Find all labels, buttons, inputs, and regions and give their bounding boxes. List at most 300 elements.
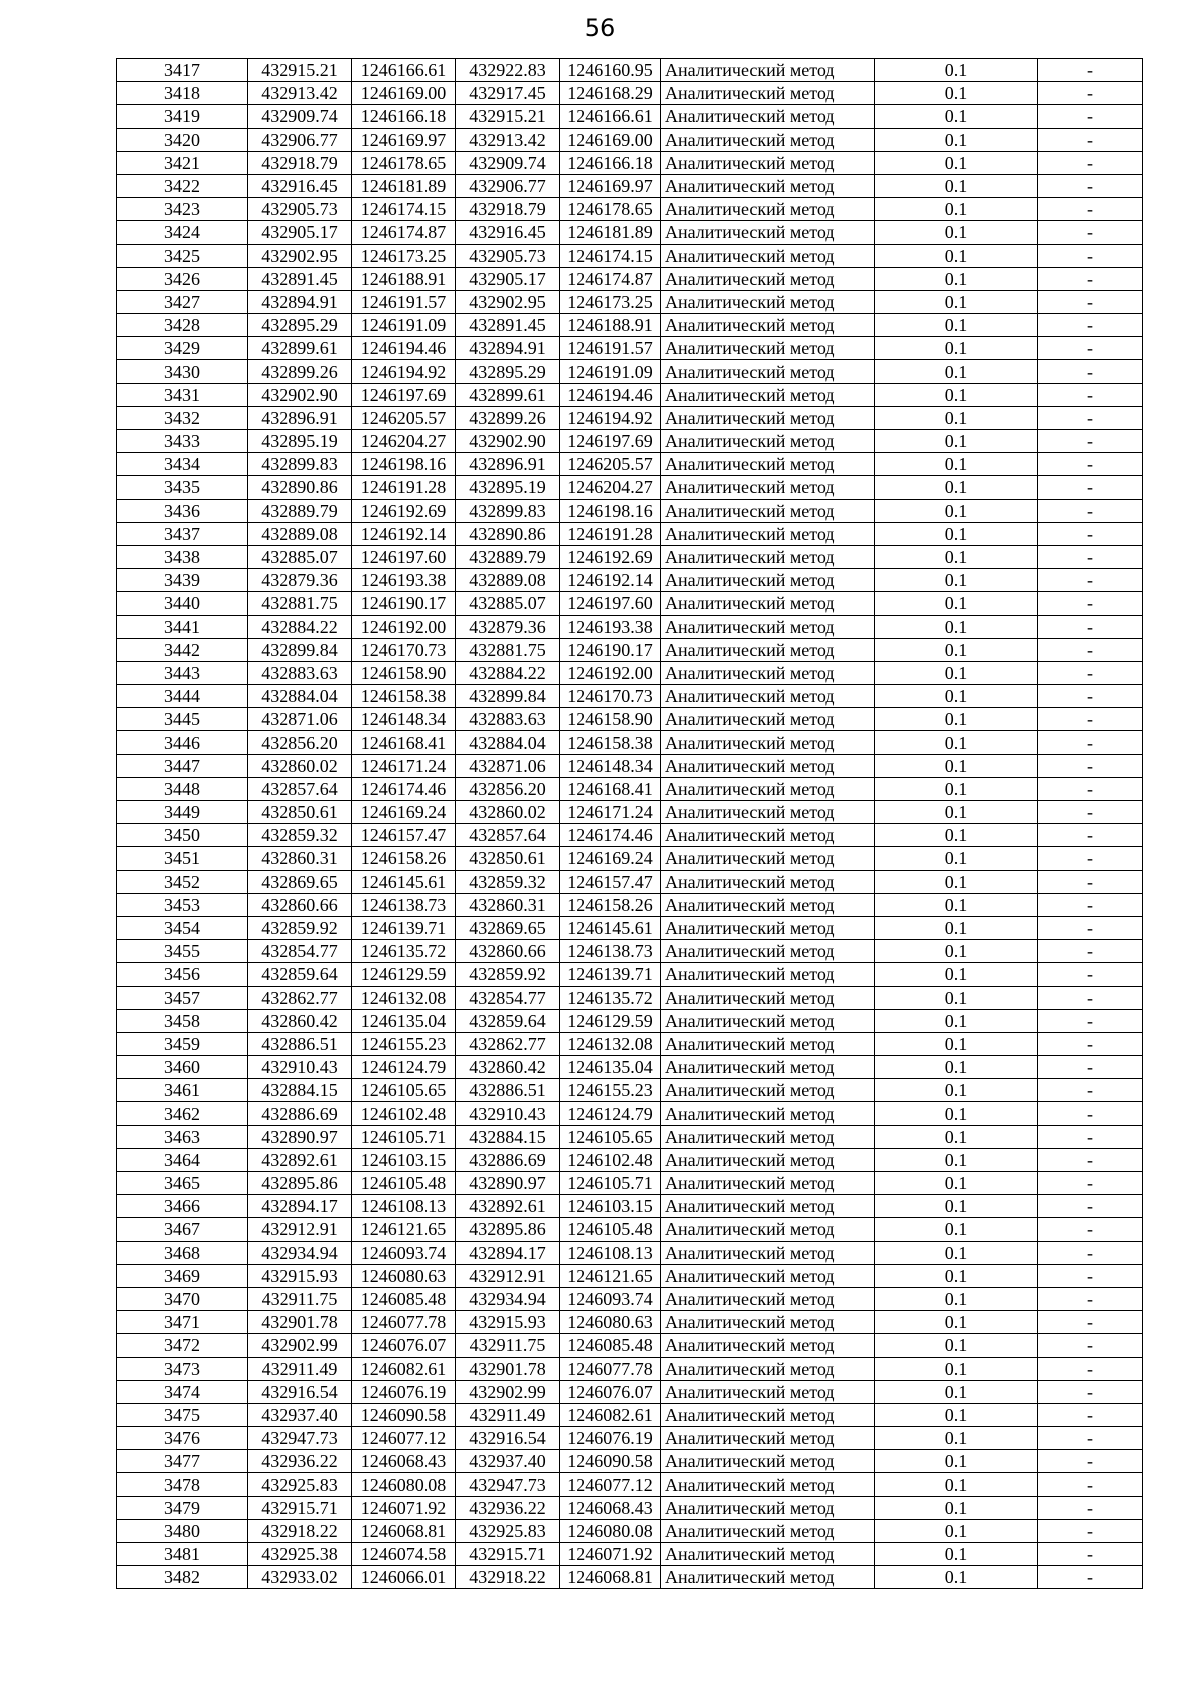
point-number-cell: 3423 [117,198,248,221]
prev-x-coordinate-cell: 432884.22 [456,661,560,684]
note-cell: - [1038,337,1143,360]
prev-y-coordinate-cell: 1246068.43 [560,1496,661,1519]
accuracy-cell: 0.1 [875,453,1038,476]
point-number-cell: 3431 [117,383,248,406]
point-number-cell: 3478 [117,1473,248,1496]
prev-y-coordinate-cell: 1246093.74 [560,1287,661,1310]
y-coordinate-cell: 1246197.60 [352,545,456,568]
prev-y-coordinate-cell: 1246108.13 [560,1241,661,1264]
table-row [117,290,1143,313]
table-row [117,1311,1143,1334]
x-coordinate-cell: 432889.08 [248,522,352,545]
prev-x-coordinate-cell: 432901.78 [456,1357,560,1380]
note-cell: - [1038,847,1143,870]
accuracy-cell: 0.1 [875,1125,1038,1148]
note-cell: - [1038,569,1143,592]
point-number-cell: 3470 [117,1287,248,1310]
table-row [117,337,1143,360]
y-coordinate-cell: 1246135.04 [352,1009,456,1032]
accuracy-cell: 0.1 [875,986,1038,1009]
table-row [117,1566,1143,1589]
prev-y-coordinate-cell: 1246160.95 [560,59,661,82]
point-number-cell: 3441 [117,615,248,638]
y-coordinate-cell: 1246173.25 [352,244,456,267]
accuracy-cell: 0.1 [875,824,1038,847]
prev-y-coordinate-cell: 1246145.61 [560,916,661,939]
y-coordinate-cell: 1246085.48 [352,1287,456,1310]
accuracy-cell: 0.1 [875,406,1038,429]
method-cell: Аналитический метод [661,1519,875,1542]
point-number-cell: 3446 [117,731,248,754]
point-number-cell: 3479 [117,1496,248,1519]
prev-y-coordinate-cell: 1246148.34 [560,754,661,777]
prev-x-coordinate-cell: 432859.64 [456,1009,560,1032]
accuracy-cell: 0.1 [875,638,1038,661]
method-cell: Аналитический метод [661,406,875,429]
point-number-cell: 3419 [117,105,248,128]
prev-x-coordinate-cell: 432906.77 [456,174,560,197]
prev-x-coordinate-cell: 432860.66 [456,940,560,963]
x-coordinate-cell: 432860.66 [248,893,352,916]
x-coordinate-cell: 432856.20 [248,731,352,754]
note-cell: - [1038,174,1143,197]
prev-x-coordinate-cell: 432860.02 [456,801,560,824]
x-coordinate-cell: 432899.83 [248,453,352,476]
y-coordinate-cell: 1246108.13 [352,1195,456,1218]
y-coordinate-cell: 1246166.61 [352,59,456,82]
y-coordinate-cell: 1246138.73 [352,893,456,916]
prev-x-coordinate-cell: 432884.04 [456,731,560,754]
y-coordinate-cell: 1246194.46 [352,337,456,360]
note-cell: - [1038,638,1143,661]
y-coordinate-cell: 1246076.07 [352,1334,456,1357]
note-cell: - [1038,1566,1143,1589]
x-coordinate-cell: 432879.36 [248,569,352,592]
table-row [117,476,1143,499]
prev-y-coordinate-cell: 1246174.87 [560,267,661,290]
accuracy-cell: 0.1 [875,1566,1038,1589]
y-coordinate-cell: 1246066.01 [352,1566,456,1589]
prev-y-coordinate-cell: 1246102.48 [560,1148,661,1171]
accuracy-cell: 0.1 [875,1496,1038,1519]
method-cell: Аналитический метод [661,685,875,708]
x-coordinate-cell: 432886.69 [248,1102,352,1125]
prev-x-coordinate-cell: 432894.91 [456,337,560,360]
note-cell: - [1038,685,1143,708]
table-row [117,1264,1143,1287]
x-coordinate-cell: 432859.64 [248,963,352,986]
prev-x-coordinate-cell: 432881.75 [456,638,560,661]
method-cell: Аналитический метод [661,1380,875,1403]
y-coordinate-cell: 1246192.69 [352,499,456,522]
note-cell: - [1038,1427,1143,1450]
method-cell: Аналитический метод [661,1148,875,1171]
method-cell: Аналитический метод [661,1172,875,1195]
prev-y-coordinate-cell: 1246082.61 [560,1403,661,1426]
accuracy-cell: 0.1 [875,1195,1038,1218]
note-cell: - [1038,708,1143,731]
method-cell: Аналитический метод [661,105,875,128]
table-row [117,1473,1143,1496]
point-number-cell: 3481 [117,1543,248,1566]
prev-x-coordinate-cell: 432895.29 [456,360,560,383]
x-coordinate-cell: 432925.83 [248,1473,352,1496]
prev-x-coordinate-cell: 432896.91 [456,453,560,476]
prev-y-coordinate-cell: 1246077.78 [560,1357,661,1380]
table-row [117,685,1143,708]
table-row [117,754,1143,777]
x-coordinate-cell: 432860.02 [248,754,352,777]
method-cell: Аналитический метод [661,569,875,592]
table-row [117,1450,1143,1473]
prev-x-coordinate-cell: 432918.22 [456,1566,560,1589]
method-cell: Аналитический метод [661,1403,875,1426]
point-number-cell: 3420 [117,128,248,151]
prev-y-coordinate-cell: 1246124.79 [560,1102,661,1125]
y-coordinate-cell: 1246192.00 [352,615,456,638]
prev-y-coordinate-cell: 1246169.00 [560,128,661,151]
x-coordinate-cell: 432895.19 [248,430,352,453]
table-row [117,82,1143,105]
prev-x-coordinate-cell: 432915.21 [456,105,560,128]
y-coordinate-cell: 1246198.16 [352,453,456,476]
accuracy-cell: 0.1 [875,198,1038,221]
point-number-cell: 3445 [117,708,248,731]
x-coordinate-cell: 432902.95 [248,244,352,267]
table-row [117,731,1143,754]
prev-x-coordinate-cell: 432911.75 [456,1334,560,1357]
accuracy-cell: 0.1 [875,1473,1038,1496]
method-cell: Аналитический метод [661,916,875,939]
table-row [117,1056,1143,1079]
x-coordinate-cell: 432895.29 [248,314,352,337]
prev-x-coordinate-cell: 432879.36 [456,615,560,638]
table-row [117,963,1143,986]
accuracy-cell: 0.1 [875,1241,1038,1264]
note-cell: - [1038,267,1143,290]
method-cell: Аналитический метод [661,128,875,151]
accuracy-cell: 0.1 [875,1056,1038,1079]
x-coordinate-cell: 432889.79 [248,499,352,522]
note-cell: - [1038,1496,1143,1519]
x-coordinate-cell: 432936.22 [248,1450,352,1473]
accuracy-cell: 0.1 [875,963,1038,986]
note-cell: - [1038,986,1143,1009]
table-row [117,592,1143,615]
table-row [117,1357,1143,1380]
point-number-cell: 3422 [117,174,248,197]
x-coordinate-cell: 432894.17 [248,1195,352,1218]
table-row [117,916,1143,939]
x-coordinate-cell: 432885.07 [248,545,352,568]
prev-x-coordinate-cell: 432916.54 [456,1427,560,1450]
point-number-cell: 3453 [117,893,248,916]
note-cell: - [1038,1125,1143,1148]
accuracy-cell: 0.1 [875,499,1038,522]
table-row [117,128,1143,151]
note-cell: - [1038,383,1143,406]
prev-x-coordinate-cell: 432892.61 [456,1195,560,1218]
note-cell: - [1038,963,1143,986]
method-cell: Аналитический метод [661,1125,875,1148]
table-row [117,1125,1143,1148]
prev-y-coordinate-cell: 1246188.91 [560,314,661,337]
y-coordinate-cell: 1246103.15 [352,1148,456,1171]
table-row [117,893,1143,916]
note-cell: - [1038,221,1143,244]
prev-x-coordinate-cell: 432925.83 [456,1519,560,1542]
note-cell: - [1038,198,1143,221]
method-cell: Аналитический метод [661,1241,875,1264]
note-cell: - [1038,545,1143,568]
method-cell: Аналитический метод [661,615,875,638]
point-number-cell: 3430 [117,360,248,383]
prev-x-coordinate-cell: 432917.45 [456,82,560,105]
accuracy-cell: 0.1 [875,128,1038,151]
table-row [117,708,1143,731]
point-number-cell: 3418 [117,82,248,105]
prev-x-coordinate-cell: 432912.91 [456,1264,560,1287]
x-coordinate-cell: 432911.49 [248,1357,352,1380]
y-coordinate-cell: 1246090.58 [352,1403,456,1426]
prev-x-coordinate-cell: 432862.77 [456,1032,560,1055]
note-cell: - [1038,406,1143,429]
table-row [117,870,1143,893]
note-cell: - [1038,1172,1143,1195]
prev-y-coordinate-cell: 1246138.73 [560,940,661,963]
accuracy-cell: 0.1 [875,1403,1038,1426]
prev-x-coordinate-cell: 432869.65 [456,916,560,939]
prev-x-coordinate-cell: 432859.92 [456,963,560,986]
table-row [117,1009,1143,1032]
y-coordinate-cell: 1246158.90 [352,661,456,684]
y-coordinate-cell: 1246205.57 [352,406,456,429]
prev-x-coordinate-cell: 432889.08 [456,569,560,592]
note-cell: - [1038,1380,1143,1403]
x-coordinate-cell: 432902.99 [248,1334,352,1357]
note-cell: - [1038,1311,1143,1334]
prev-x-coordinate-cell: 432854.77 [456,986,560,1009]
x-coordinate-cell: 432899.84 [248,638,352,661]
y-coordinate-cell: 1246191.57 [352,290,456,313]
table-row [117,314,1143,337]
point-number-cell: 3435 [117,476,248,499]
point-number-cell: 3480 [117,1519,248,1542]
accuracy-cell: 0.1 [875,221,1038,244]
table-row [117,522,1143,545]
prev-x-coordinate-cell: 432850.61 [456,847,560,870]
table-row [117,847,1143,870]
prev-y-coordinate-cell: 1246178.65 [560,198,661,221]
y-coordinate-cell: 1246076.19 [352,1380,456,1403]
x-coordinate-cell: 432871.06 [248,708,352,731]
point-number-cell: 3467 [117,1218,248,1241]
method-cell: Аналитический метод [661,1287,875,1310]
method-cell: Аналитический метод [661,1473,875,1496]
point-number-cell: 3433 [117,430,248,453]
prev-x-coordinate-cell: 432936.22 [456,1496,560,1519]
note-cell: - [1038,1056,1143,1079]
point-number-cell: 3429 [117,337,248,360]
x-coordinate-cell: 432910.43 [248,1056,352,1079]
prev-x-coordinate-cell: 432910.43 [456,1102,560,1125]
prev-y-coordinate-cell: 1246068.81 [560,1566,661,1589]
point-number-cell: 3432 [117,406,248,429]
x-coordinate-cell: 432915.93 [248,1264,352,1287]
prev-x-coordinate-cell: 432860.42 [456,1056,560,1079]
x-coordinate-cell: 432933.02 [248,1566,352,1589]
x-coordinate-cell: 432899.26 [248,360,352,383]
x-coordinate-cell: 432901.78 [248,1311,352,1334]
table-row [117,777,1143,800]
table-row [117,59,1143,82]
table-row [117,198,1143,221]
point-number-cell: 3425 [117,244,248,267]
note-cell: - [1038,615,1143,638]
y-coordinate-cell: 1246192.14 [352,522,456,545]
prev-x-coordinate-cell: 432857.64 [456,824,560,847]
x-coordinate-cell: 432884.04 [248,685,352,708]
y-coordinate-cell: 1246080.08 [352,1473,456,1496]
x-coordinate-cell: 432860.31 [248,847,352,870]
prev-y-coordinate-cell: 1246077.12 [560,1473,661,1496]
accuracy-cell: 0.1 [875,661,1038,684]
y-coordinate-cell: 1246105.48 [352,1172,456,1195]
note-cell: - [1038,290,1143,313]
prev-y-coordinate-cell: 1246174.46 [560,824,661,847]
prev-x-coordinate-cell: 432860.31 [456,893,560,916]
accuracy-cell: 0.1 [875,592,1038,615]
method-cell: Аналитический метод [661,1195,875,1218]
method-cell: Аналитический метод [661,824,875,847]
method-cell: Аналитический метод [661,1566,875,1589]
prev-y-coordinate-cell: 1246129.59 [560,1009,661,1032]
table-row [117,1287,1143,1310]
accuracy-cell: 0.1 [875,685,1038,708]
table-row [117,383,1143,406]
method-cell: Аналитический метод [661,522,875,545]
prev-y-coordinate-cell: 1246205.57 [560,453,661,476]
method-cell: Аналитический метод [661,198,875,221]
x-coordinate-cell: 432891.45 [248,267,352,290]
note-cell: - [1038,1543,1143,1566]
method-cell: Аналитический метод [661,430,875,453]
table-row [117,638,1143,661]
accuracy-cell: 0.1 [875,476,1038,499]
method-cell: Аналитический метод [661,940,875,963]
y-coordinate-cell: 1246169.24 [352,801,456,824]
y-coordinate-cell: 1246077.12 [352,1427,456,1450]
y-coordinate-cell: 1246174.87 [352,221,456,244]
accuracy-cell: 0.1 [875,708,1038,731]
prev-x-coordinate-cell: 432889.79 [456,545,560,568]
accuracy-cell: 0.1 [875,847,1038,870]
note-cell: - [1038,916,1143,939]
method-cell: Аналитический метод [661,1450,875,1473]
note-cell: - [1038,1334,1143,1357]
note-cell: - [1038,1148,1143,1171]
accuracy-cell: 0.1 [875,940,1038,963]
accuracy-cell: 0.1 [875,916,1038,939]
point-number-cell: 3440 [117,592,248,615]
accuracy-cell: 0.1 [875,1357,1038,1380]
accuracy-cell: 0.1 [875,1427,1038,1450]
point-number-cell: 3439 [117,569,248,592]
prev-y-coordinate-cell: 1246198.16 [560,499,661,522]
method-cell: Аналитический метод [661,1334,875,1357]
method-cell: Аналитический метод [661,1079,875,1102]
method-cell: Аналитический метод [661,731,875,754]
prev-y-coordinate-cell: 1246157.47 [560,870,661,893]
prev-y-coordinate-cell: 1246194.46 [560,383,661,406]
point-number-cell: 3456 [117,963,248,986]
point-number-cell: 3436 [117,499,248,522]
note-cell: - [1038,592,1143,615]
prev-x-coordinate-cell: 432886.51 [456,1079,560,1102]
prev-x-coordinate-cell: 432859.32 [456,870,560,893]
accuracy-cell: 0.1 [875,1032,1038,1055]
prev-y-coordinate-cell: 1246168.29 [560,82,661,105]
table-row [117,267,1143,290]
note-cell: - [1038,499,1143,522]
method-cell: Аналитический метод [661,1218,875,1241]
prev-y-coordinate-cell: 1246174.15 [560,244,661,267]
prev-y-coordinate-cell: 1246135.04 [560,1056,661,1079]
x-coordinate-cell: 432862.77 [248,986,352,1009]
point-number-cell: 3444 [117,685,248,708]
prev-y-coordinate-cell: 1246105.71 [560,1172,661,1195]
prev-y-coordinate-cell: 1246191.57 [560,337,661,360]
y-coordinate-cell: 1246158.26 [352,847,456,870]
accuracy-cell: 0.1 [875,1380,1038,1403]
prev-x-coordinate-cell: 432918.79 [456,198,560,221]
prev-y-coordinate-cell: 1246080.63 [560,1311,661,1334]
note-cell: - [1038,801,1143,824]
x-coordinate-cell: 432915.21 [248,59,352,82]
table-row [117,1032,1143,1055]
prev-x-coordinate-cell: 432883.63 [456,708,560,731]
point-number-cell: 3455 [117,940,248,963]
prev-y-coordinate-cell: 1246191.09 [560,360,661,383]
note-cell: - [1038,1287,1143,1310]
method-cell: Аналитический метод [661,221,875,244]
note-cell: - [1038,870,1143,893]
y-coordinate-cell: 1246166.18 [352,105,456,128]
point-number-cell: 3469 [117,1264,248,1287]
prev-y-coordinate-cell: 1246190.17 [560,638,661,661]
prev-y-coordinate-cell: 1246085.48 [560,1334,661,1357]
table-row [117,986,1143,1009]
prev-y-coordinate-cell: 1246155.23 [560,1079,661,1102]
y-coordinate-cell: 1246105.71 [352,1125,456,1148]
table-row [117,406,1143,429]
prev-x-coordinate-cell: 432934.94 [456,1287,560,1310]
point-number-cell: 3472 [117,1334,248,1357]
accuracy-cell: 0.1 [875,1264,1038,1287]
table-body [117,59,1143,1589]
prev-x-coordinate-cell: 432915.71 [456,1543,560,1566]
method-cell: Аналитический метод [661,82,875,105]
y-coordinate-cell: 1246074.58 [352,1543,456,1566]
prev-x-coordinate-cell: 432899.84 [456,685,560,708]
y-coordinate-cell: 1246188.91 [352,267,456,290]
y-coordinate-cell: 1246174.15 [352,198,456,221]
x-coordinate-cell: 432934.94 [248,1241,352,1264]
note-cell: - [1038,476,1143,499]
method-cell: Аналитический метод [661,638,875,661]
y-coordinate-cell: 1246071.92 [352,1496,456,1519]
table-row [117,1380,1143,1403]
